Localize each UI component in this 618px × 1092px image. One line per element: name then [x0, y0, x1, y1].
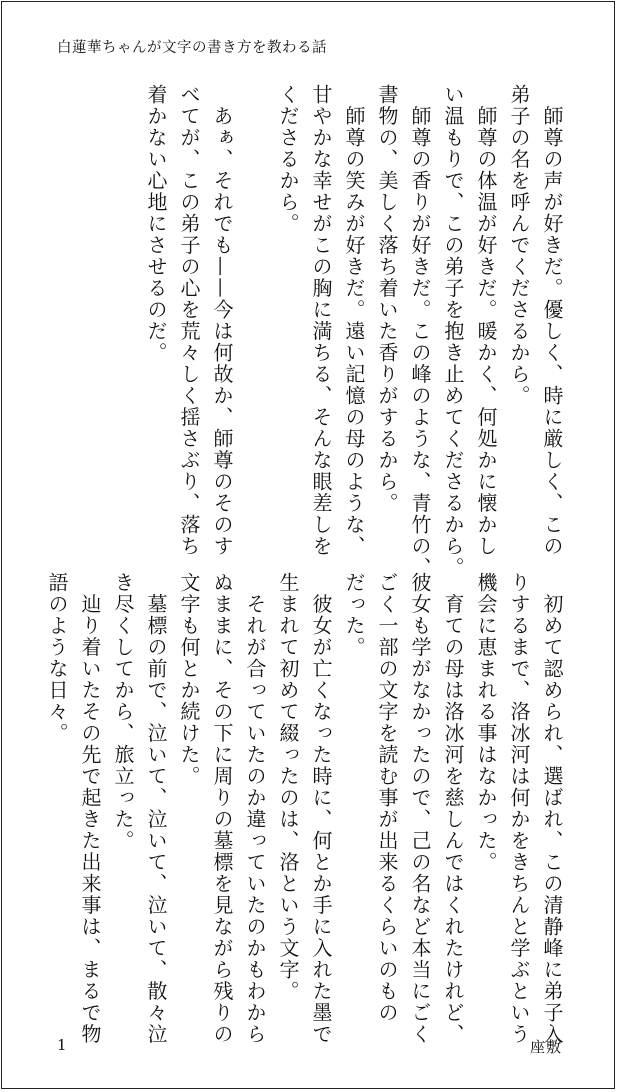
text-line: 語のような日々。	[45, 572, 69, 744]
text-line: 墓標の前で、泣いて、泣いて、泣いて、散々泣	[144, 572, 168, 1045]
text-line: 機会に恵まれる事はなかった。	[474, 572, 498, 873]
text-line: 師尊の声が好きだ。優しく、時に厳しく、この	[540, 84, 564, 557]
text-line: 着かない心地にさせるのだ。	[144, 84, 168, 364]
text-line: い温もりで、この弟子を抱き止めてくださるから。	[441, 84, 465, 579]
text-line: 甘やかな幸せがこの胸に満ちる、そんな眼差しを	[309, 84, 333, 557]
text-line: 辿り着いたその先で起きた出来事は、まるで物	[78, 572, 102, 1045]
text-line: 文字も何とか続けた。	[177, 572, 201, 787]
text-line: 書物の、美しく落ち着いた香りがするから。	[375, 84, 399, 514]
author-name: 座敷	[529, 1038, 562, 1056]
text-line: くださるから。	[276, 84, 300, 235]
text-line: 弟子の名を呼んでくださるから。	[507, 84, 531, 407]
text-line: 生まれて初めて綴ったのは、洛という文字。	[276, 572, 300, 1002]
text-line: ごく一部の文字を読む事が出来るくらいのもの	[375, 572, 399, 1024]
page-header-title: 白蓮華ちゃんが文字の書き方を教わる話	[57, 40, 327, 56]
text-line: りするまで、洛冰河は何かをきちんと学ぶという	[507, 572, 531, 1045]
text-line: 育ての母は洛冰河を慈しんではくれたけれど、	[441, 572, 465, 1045]
text-line: 師尊の香りが好きだ。この峰のような、青竹の、	[408, 84, 432, 579]
page-number: 1	[57, 1036, 67, 1054]
text-line: 彼女も学がなかったので、己の名など本当にごく	[408, 572, 432, 1045]
text-line: それが合っていたのか違っていたのかもわから	[243, 572, 267, 1045]
text-line: あぁ、それでも——今は何故か、師尊のそのす	[210, 84, 234, 557]
text-line: き尽くしてから、旅立った。	[111, 572, 135, 852]
vertical-text-block-bottom	[40, 572, 568, 1045]
text-line: べてが、この弟子の心を荒々しく揺さぶり、落ち	[177, 84, 201, 557]
vertical-text-block-top	[139, 84, 568, 579]
text-line: 師尊の体温が好きだ。暖かく、何処かに懐かし	[474, 84, 498, 557]
text-line: 彼女が亡くなった時に、何とか手に入れた墨で	[309, 572, 333, 1045]
text-line: 師尊の笑みが好きだ。遠い記憶の母のような、	[342, 84, 366, 557]
text-line: 初めて認められ、選ばれ、この清静峰に弟子入	[540, 572, 564, 1045]
text-line: だった。	[342, 572, 366, 658]
text-line: ぬままに、その下に周りの墓標を見ながら残りの	[210, 572, 234, 1045]
blank-line	[238, 84, 271, 524]
